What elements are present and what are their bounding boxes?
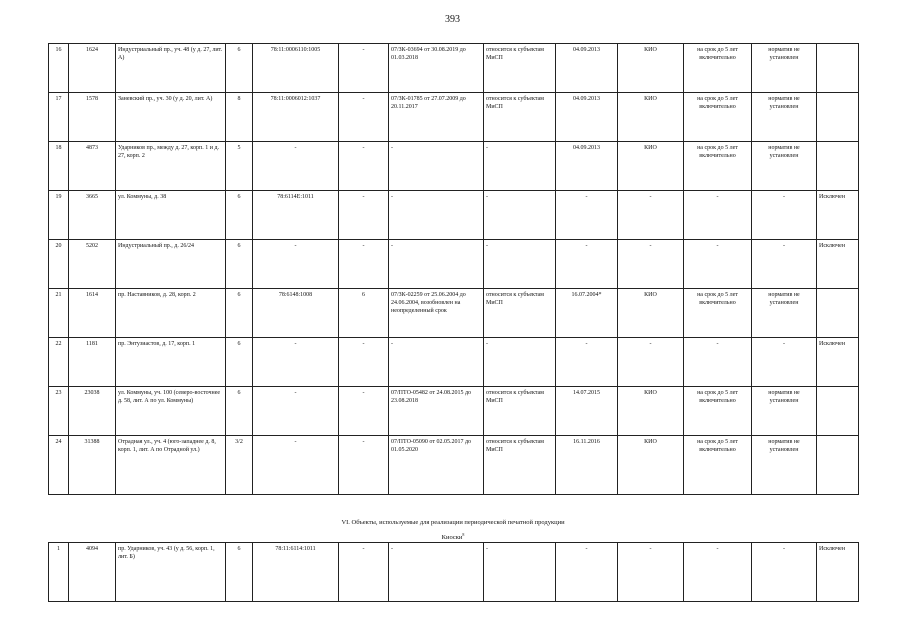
cell-plots: - [339, 240, 389, 289]
cell-norm: - [752, 191, 817, 240]
cell-cad: 78:11:6114:1011 [253, 543, 339, 602]
cell-date: 16.11.2016 [556, 436, 618, 495]
cell-cad: 78:6148:1008 [253, 289, 339, 338]
cell-subj: - [484, 191, 556, 240]
cell-org: КИО [618, 387, 684, 436]
cell-n: 17 [49, 93, 69, 142]
cell-code: 31388 [69, 436, 116, 495]
cell-n: 20 [49, 240, 69, 289]
cell-norm: норматив не установлен [752, 387, 817, 436]
cell-address: Отрадная ул., уч. 4 (юго-западнее д. 8, корп. 1, лит. А по Отрадной ул.) [116, 436, 226, 495]
cell-org: - [618, 240, 684, 289]
cell-subj: - [484, 338, 556, 387]
cell-note [817, 93, 859, 142]
cell-n: 23 [49, 387, 69, 436]
cell-plots: - [339, 338, 389, 387]
cell-n: 18 [49, 142, 69, 191]
cell-term: на срок до 5 лет включительно [684, 289, 752, 338]
objects-table [48, 43, 859, 495]
cell-permit: 07/ЗК-03694 от 30.08.2019 до 01.03.2018 [389, 44, 484, 93]
cell-cls: 6 [226, 191, 253, 240]
cell-address: Заневский пр., уч. 30 (у д. 20, лит. А) [116, 93, 226, 142]
cell-term: на срок до 5 лет включительно [684, 93, 752, 142]
cell-norm: - [752, 338, 817, 387]
cell-subj: относится к субъектам МиСП [484, 436, 556, 495]
cell-org: КИО [618, 93, 684, 142]
cell-note [817, 387, 859, 436]
cell-plots: 6 [339, 289, 389, 338]
cell-cls: 6 [226, 44, 253, 93]
cell-subj: - [484, 543, 556, 602]
cell-plots: - [339, 44, 389, 93]
cell-org: КИО [618, 436, 684, 495]
cell-address: Ударников пр., между д. 27, корп. 1 и д. 27, корп. 2 [116, 142, 226, 191]
table-row [49, 338, 859, 387]
cell-address: ул. Коммуны, д. 38 [116, 191, 226, 240]
cell-note: Исключен [817, 543, 859, 602]
cell-cls: 6 [226, 240, 253, 289]
cell-term: на срок до 5 лет включительно [684, 142, 752, 191]
cell-term: на срок до 5 лет включительно [684, 44, 752, 93]
cell-address: пр. Ударников, уч. 43 (у д. 56, корп. 1, лит. Б) [116, 543, 226, 602]
cell-plots: - [339, 387, 389, 436]
section-subtitle [48, 531, 858, 542]
cell-permit: - [389, 240, 484, 289]
cell-plots: - [339, 142, 389, 191]
cell-n: 21 [49, 289, 69, 338]
cell-n: 22 [49, 338, 69, 387]
cell-permit: 07/ЗК-02259 от 25.06.2004 до 24.06.2004, возобновлен на неопределенный срок [389, 289, 484, 338]
cell-cls: 3/2 [226, 436, 253, 495]
cell-code: 5202 [69, 240, 116, 289]
cell-subj: - [484, 142, 556, 191]
cell-cad: - [253, 338, 339, 387]
cell-code: 1578 [69, 93, 116, 142]
cell-plots: - [339, 191, 389, 240]
table-row [49, 240, 859, 289]
cell-note [817, 142, 859, 191]
cell-code: 1614 [69, 289, 116, 338]
cell-plots: - [339, 436, 389, 495]
cell-plots: - [339, 543, 389, 602]
table-row [49, 44, 859, 93]
cell-note [817, 289, 859, 338]
cell-norm: норматив не установлен [752, 436, 817, 495]
cell-cad: - [253, 436, 339, 495]
cell-code: 1181 [69, 338, 116, 387]
cell-permit: - [389, 191, 484, 240]
kiosks-table [48, 542, 859, 602]
cell-date: - [556, 338, 618, 387]
cell-cad: - [253, 240, 339, 289]
cell-address: пр. Наставников, д. 28, корп. 2 [116, 289, 226, 338]
cell-subj: - [484, 240, 556, 289]
cell-norm: норматив не установлен [752, 44, 817, 93]
cell-cls: 8 [226, 93, 253, 142]
cell-address: Индустриальный пр., д. 26/24 [116, 240, 226, 289]
cell-cls: 6 [226, 387, 253, 436]
cell-norm: норматив не установлен [752, 289, 817, 338]
cell-permit: - [389, 142, 484, 191]
cell-subj: относится к субъектам МиСП [484, 387, 556, 436]
table-row [49, 191, 859, 240]
cell-n: 16 [49, 44, 69, 93]
cell-code: 1624 [69, 44, 116, 93]
cell-address: Индустриальный пр., уч. 48 (у д. 27, лит. А) [116, 44, 226, 93]
cell-permit: 07/ПТО-05482 от 24.08.2015 до 23.08.2018 [389, 387, 484, 436]
cell-address: пр. Энтузиастов, д. 17, корп. 1 [116, 338, 226, 387]
cell-org: КИО [618, 289, 684, 338]
cell-cad: - [253, 387, 339, 436]
cell-note: Исключен [817, 338, 859, 387]
cell-term: - [684, 338, 752, 387]
cell-norm: норматив не установлен [752, 142, 817, 191]
cell-date: 16.07.2004* [556, 289, 618, 338]
cell-term: - [684, 240, 752, 289]
cell-norm: норматив не установлен [752, 93, 817, 142]
cell-norm: - [752, 543, 817, 602]
cell-date: 14.07.2015 [556, 387, 618, 436]
cell-cls: 6 [226, 543, 253, 602]
cell-note: Исключен [817, 240, 859, 289]
cell-subj: относится к субъектам МиСП [484, 289, 556, 338]
table-row [49, 543, 859, 602]
cell-subj: относится к субъектам МиСП [484, 93, 556, 142]
cell-org: КИО [618, 44, 684, 93]
cell-code: 3665 [69, 191, 116, 240]
section-title: VI. Объекты, используемые для реализации периодической печатной продукции [341, 519, 565, 526]
cell-note [817, 44, 859, 93]
cell-subj: относится к субъектам МиСП [484, 44, 556, 93]
cell-note [817, 436, 859, 495]
cell-cad: 78:11:0006110:1005 [253, 44, 339, 93]
cell-term: - [684, 191, 752, 240]
cell-org: КИО [618, 142, 684, 191]
cell-cad: 78:6114Е:1011 [253, 191, 339, 240]
cell-permit: 07/ПТО-05090 от 02.05.2017 до 01.05.2020 [389, 436, 484, 495]
cell-norm: - [752, 240, 817, 289]
cell-date: 04.09.2013 [556, 44, 618, 93]
table-row [49, 289, 859, 338]
cell-date: 04.09.2013 [556, 142, 618, 191]
table-row [49, 436, 859, 495]
cell-date: - [556, 191, 618, 240]
page-number: 393 [445, 14, 460, 25]
cell-cad: 78:11:0006012:1037 [253, 93, 339, 142]
cell-date: - [556, 543, 618, 602]
cell-term: на срок до 5 лет включительно [684, 387, 752, 436]
cell-date: - [556, 240, 618, 289]
cell-date: 04.09.2013 [556, 93, 618, 142]
cell-term: - [684, 543, 752, 602]
cell-cad: - [253, 142, 339, 191]
cell-term: на срок до 5 лет включительно [684, 436, 752, 495]
cell-permit: - [389, 543, 484, 602]
section-subtitle-text: Киоски [441, 534, 463, 542]
cell-note: Исключен [817, 191, 859, 240]
cell-address: ул. Коммуны, уч. 100 (северо-восточнее д. 58, лит. А по ул. Коммуны) [116, 387, 226, 436]
cell-n: 19 [49, 191, 69, 240]
cell-cls: 5 [226, 142, 253, 191]
cell-n: 24 [49, 436, 69, 495]
table-row [49, 387, 859, 436]
cell-code: 4873 [69, 142, 116, 191]
cell-plots: - [339, 93, 389, 142]
cell-org: - [618, 191, 684, 240]
cell-org: - [618, 543, 684, 602]
cell-cls: 6 [226, 289, 253, 338]
cell-n: 1 [49, 543, 69, 602]
cell-code: 23038 [69, 387, 116, 436]
table-row [49, 142, 859, 191]
cell-org: - [618, 338, 684, 387]
cell-cls: 6 [226, 338, 253, 387]
cell-code: 4094 [69, 543, 116, 602]
section-subtitle-footnote: 8 [462, 532, 465, 537]
cell-permit: 07/ЗК-01785 от 27.07.2009 до 20.11.2017 [389, 93, 484, 142]
cell-permit: - [389, 338, 484, 387]
table-row [49, 93, 859, 142]
